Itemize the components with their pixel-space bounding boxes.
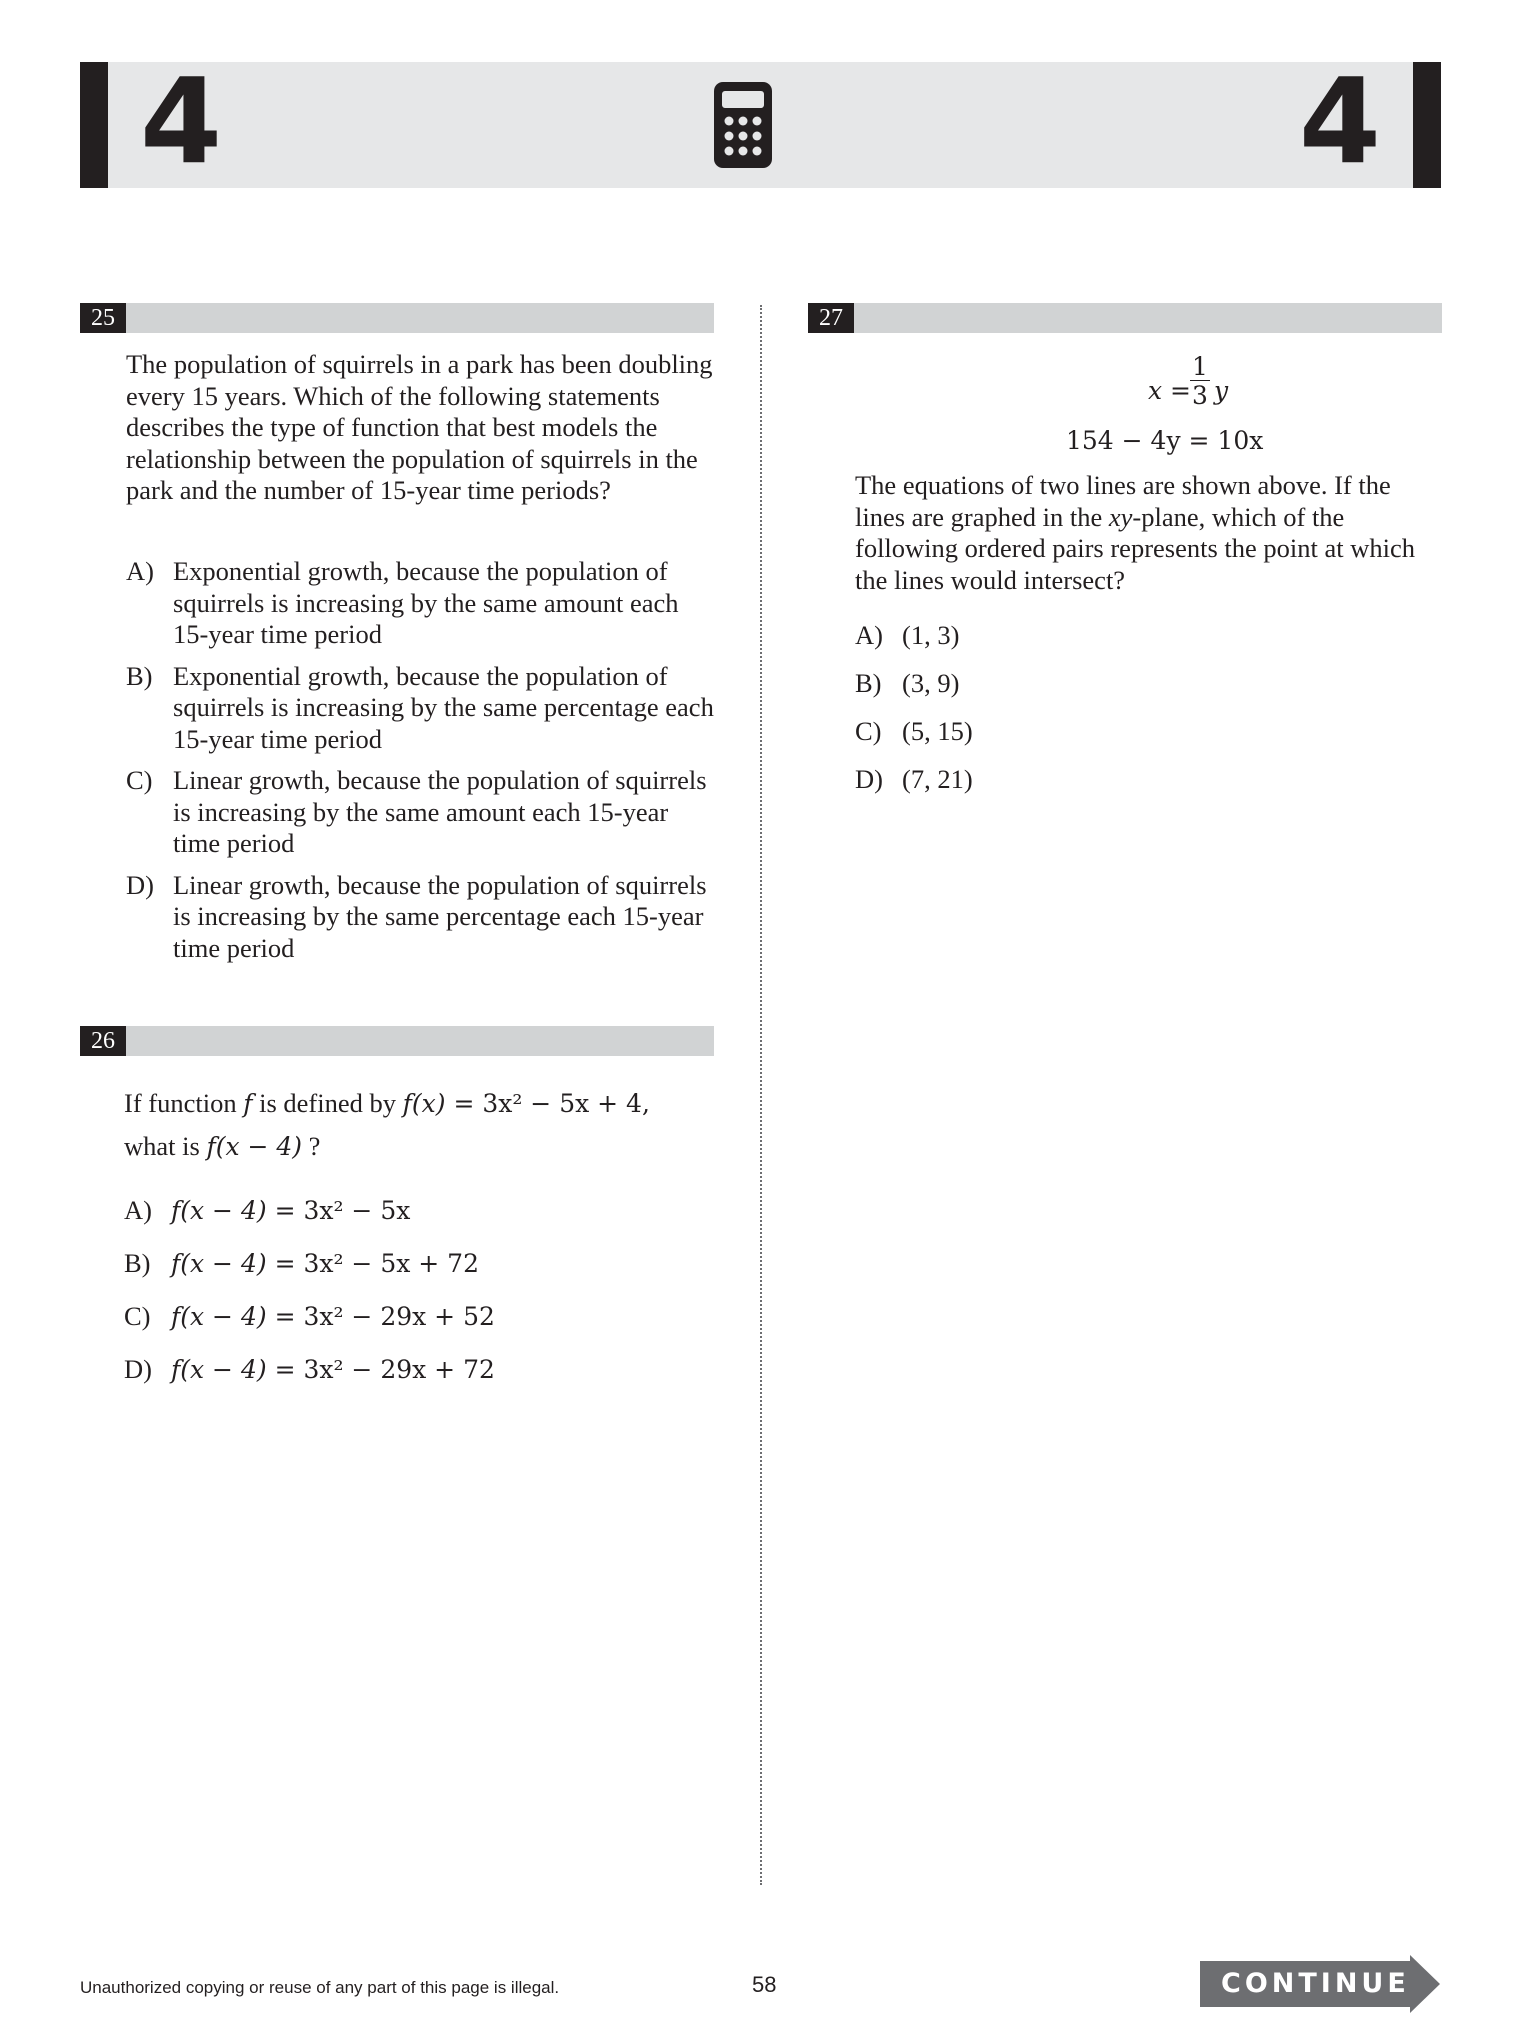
stem-line-1: If function f is defined by f(x) = 3x² − 5x + 4, [124, 1088, 650, 1118]
question-26-header [80, 1026, 714, 1056]
choice-text: Linear growth, because the population of squirrels is increasing by the same percentage each 15-year time period [173, 869, 707, 963]
answer-choice-a[interactable] [126, 556, 716, 651]
choice-text: (5, 15) [902, 716, 973, 746]
question-26-choices [124, 1184, 724, 1396]
choice-text: (3, 9) [902, 668, 960, 698]
choice-text: (7, 21) [902, 764, 973, 794]
question-25-header [80, 303, 714, 333]
function-definition: f(x) = 3x² − 5x + 4, [402, 1089, 650, 1118]
choice-letter: C) [124, 1301, 151, 1331]
copyright-notice: Unauthorized copying or reuse of any part of this page is illegal. [80, 1978, 560, 1997]
banner-bar-right [1413, 62, 1441, 188]
question-25-choices [126, 556, 716, 964]
choice-text: f(x − 4) = 3x² − 29x + 52 [171, 1302, 495, 1331]
choice-letter: A) [855, 620, 883, 650]
answer-choice-b[interactable] [124, 1237, 724, 1290]
section-banner [80, 52, 1441, 190]
calculator-icon [712, 80, 774, 170]
column-divider [760, 305, 762, 1885]
choice-letter: A) [126, 556, 154, 586]
answer-choice-d[interactable] [124, 1343, 724, 1396]
page-number: 58 [752, 1972, 777, 1997]
choice-letter: D) [126, 869, 154, 900]
answer-choice-d[interactable] [855, 755, 1255, 803]
continue-label: CONTINUE [1221, 1968, 1410, 1999]
banner-bar-left [80, 62, 108, 188]
section-number-right: 4 [1298, 52, 1381, 190]
answer-choice-b[interactable] [855, 659, 1255, 707]
section-number-left: 4 [140, 52, 223, 190]
answer-choice-c[interactable] [855, 707, 1255, 755]
question-27-stem: The equations of two lines are shown above. If the lines are graphed in the xy-plane, which of the following ordered pairs represents the point at which the lines would intersect? [855, 470, 1416, 595]
answer-choice-b[interactable] [126, 661, 716, 756]
choice-text: Exponential growth, because the population of squirrels is increasing by the same percentage each 15-year time period [173, 660, 714, 754]
choice-text: f(x − 4) = 3x² − 29x + 72 [171, 1355, 495, 1384]
answer-choice-c[interactable] [124, 1290, 724, 1343]
answer-choice-c[interactable] [126, 765, 716, 860]
question-number: 27 [808, 303, 854, 333]
choice-letter: D) [855, 764, 883, 794]
equation-1: x = 1 3 y [1148, 352, 1229, 410]
answer-choice-a[interactable] [124, 1184, 724, 1237]
choice-text: f(x − 4) = 3x² − 5x [171, 1196, 411, 1225]
choice-text: Linear growth, because the population of squirrels is increasing by the same amount each 15-year time period [173, 765, 707, 858]
choice-text: Exponential growth, because the population of squirrels is increasing by the same amount each 15-year time period [173, 556, 679, 649]
equation-2: 154 − 4y = 10x [1066, 426, 1264, 455]
question-number: 25 [80, 303, 126, 333]
question-25-stem: The population of squirrels in a park has been doubling every 15 years. Which of the following statements describes the type of function that best models the relationship between the population of squirrels in the park and the number of 15-year time periods? [126, 349, 713, 505]
answer-choice-a[interactable] [855, 611, 1255, 659]
choice-letter: B) [855, 668, 882, 698]
choice-letter: B) [124, 1248, 151, 1278]
choice-letter: A) [124, 1195, 152, 1225]
choice-letter: C) [855, 716, 882, 746]
stem-line-2: what is f(x − 4) ? [124, 1131, 321, 1161]
question-number: 26 [80, 1026, 126, 1056]
choice-letter: C) [126, 765, 153, 795]
fraction: 1 3 [1190, 354, 1210, 407]
choice-letter: D) [124, 1354, 152, 1384]
question-27-header [808, 303, 1442, 333]
answer-choice-d[interactable] [126, 870, 716, 965]
choice-text: (1, 3) [902, 620, 960, 650]
question-27-choices [855, 611, 1255, 803]
choice-text: f(x − 4) = 3x² − 5x + 72 [171, 1249, 479, 1278]
question-26-stem [124, 1082, 724, 1168]
choice-letter: B) [126, 660, 153, 691]
